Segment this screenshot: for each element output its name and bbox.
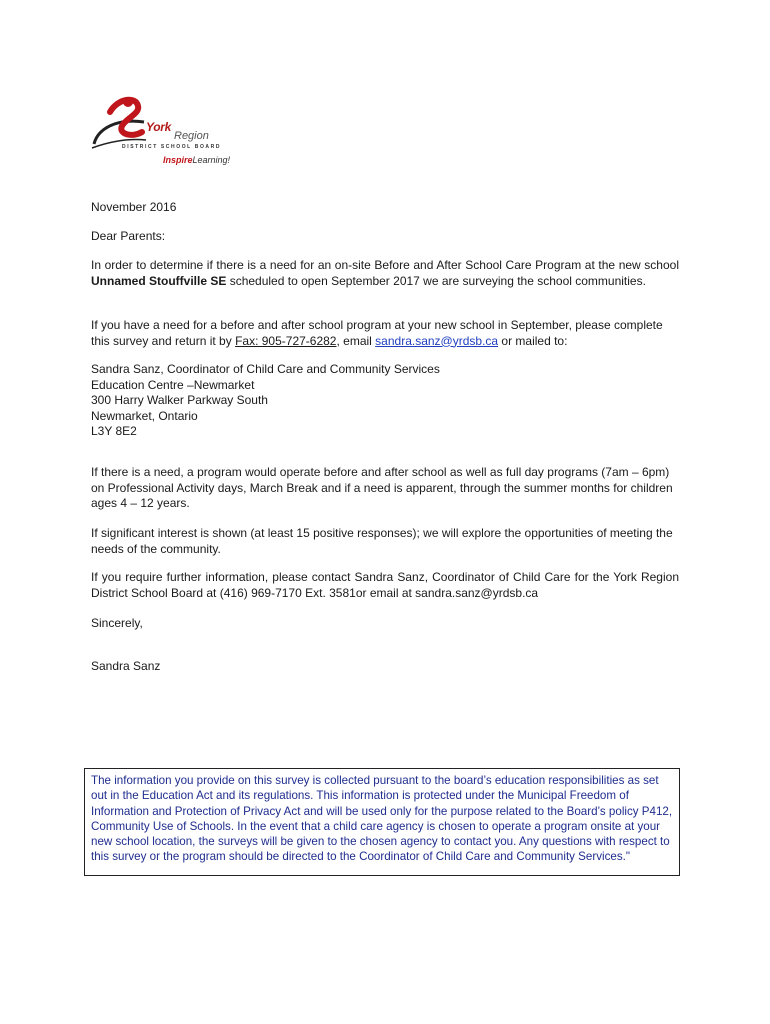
paragraph-program: If there is a need, a program would operate before and after school as well as full day programs (7am – 6pm) on Professional Activity days, March Break and if a need is apparent, through the summer months for children ages 4 – 12 years. (91, 465, 673, 510)
yrdsb-logo (88, 92, 238, 172)
logo-york-text: York (146, 120, 172, 134)
closing: Sincerely, (91, 616, 143, 630)
logo-region-text: Region (174, 130, 209, 142)
paragraph-intro (91, 258, 679, 289)
address-line: Sandra Sanz, Coordinator of Child Care and Community Services (91, 362, 440, 376)
paragraph-return (91, 318, 679, 349)
address-line: Newmarket, Ontario (91, 408, 198, 423)
privacy-notice-text: The information you provide on this survey is collected pursuant to the board’s education responsibilities as set out in the Education Act and its regulations. This information is protected under the Municipal Freedom of Information and Protection of Privacy Act and will be used only for the purpose related to the Board’s policy P412, Community Use of Schools. In the event that a child care agency is chosen to operate a program onsite at your new school location, the surveys will be given to the chosen agency to contact you. Any questions with respect to this survey or the program should be directed to the Coordinator of Child Care and Community Services." (91, 774, 673, 864)
school-name: Unnamed Stouffville SE (91, 273, 227, 288)
address-line: Education Centre –Newmarket (91, 377, 255, 392)
address-line: L3Y 8E2 (91, 424, 137, 438)
signature-name: Sandra Sanz (91, 659, 161, 673)
email-link[interactable]: sandra.sanz@yrdsb.ca (375, 333, 499, 348)
tagline-inspire: Inspire (163, 155, 193, 165)
logo-tagline (163, 155, 230, 165)
privacy-notice-box (84, 768, 680, 876)
address-line: 300 Harry Walker Parkway South (91, 393, 268, 407)
letter-date: November 2016 (91, 200, 177, 214)
return-text-b: , email (336, 333, 376, 348)
return-text-c: or mailed to: (498, 333, 568, 348)
return-text-a: If you have a need for a before and after school program at your new school in September, please complete this survey and return it by (91, 318, 663, 348)
mailing-address (91, 362, 679, 440)
paragraph-interest: If significant interest is shown (at least 15 positive responses); we will explore the opportunities of meeting the needs of the community. (91, 526, 673, 556)
paragraph-contact: If you require further information, please contact Sandra Sanz, Coordinator of Child Care for the York Region District School Board at (416) 969-7170 Ext. 3581or email at sandra.sanz@yrdsb.ca (91, 570, 679, 600)
salutation: Dear Parents: (91, 229, 166, 243)
intro-text-a: In order to determine if there is a need for an on-site Before and After School Care Program at the new school (91, 258, 679, 272)
logo-board-text: DISTRICT SCHOOL BOARD (122, 144, 222, 150)
fax-number: Fax: 905-727-6282 (235, 333, 337, 348)
tagline-learning: Learning! (192, 155, 231, 165)
intro-text-b: scheduled to open September 2017 we are surveying the school communities. (226, 273, 646, 288)
